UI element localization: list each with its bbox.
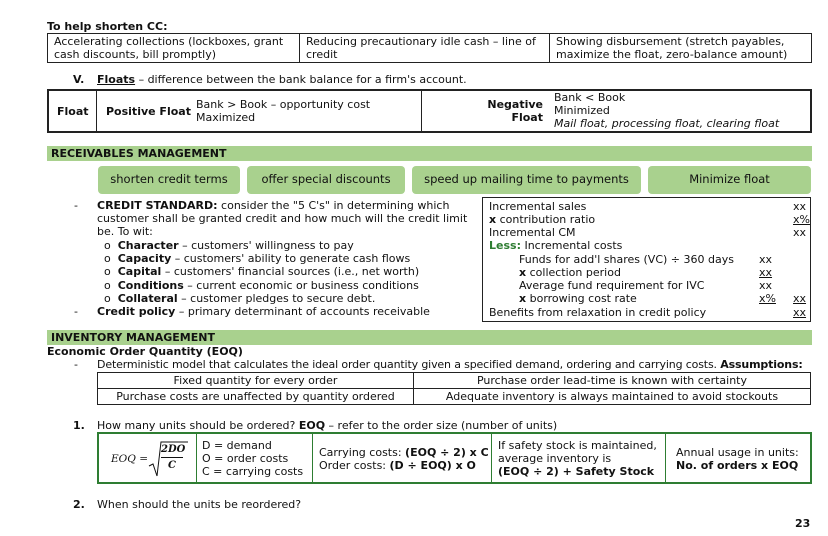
calc-row: x contribution ratio x%	[489, 213, 810, 226]
eoq-box	[97, 432, 812, 484]
negative-float-desc: Bank < Book Minimized Mail float, processing float, clearing float	[554, 91, 780, 130]
q2-number: 2.	[73, 498, 85, 511]
five-c-item: o Character – customers' willingness to pay	[104, 239, 354, 252]
pill-shorten-credit: shorten credit terms	[98, 166, 240, 194]
calc-row: x collection period xx	[519, 266, 773, 279]
credit-policy-calc-box	[482, 197, 811, 322]
calc-row: x borrowing cost rate x% xx	[519, 292, 807, 305]
page-number: 23	[795, 517, 811, 530]
float-label: Float	[57, 105, 89, 118]
credit-standard-text: CREDIT STANDARD: consider the "5 C's" in determining which customer shall be granted credit and how much will the credit limit be. To wit:	[97, 199, 468, 238]
dash: -	[74, 199, 78, 212]
positive-float-desc: Bank > Book – opportunity cost Maximized	[196, 98, 371, 124]
pill-speed-mailing: speed up mailing time to payments	[412, 166, 641, 194]
eoq-costs: Carrying costs: (EOQ ÷ 2) x C Order costs: (D ÷ EOQ) x O	[319, 446, 489, 472]
receivables-header: RECEIVABLES MANAGEMENT	[47, 146, 812, 161]
five-c-item: o Collateral – customer pledges to secure debt.	[104, 291, 376, 305]
annual-usage: Annual usage in units: No. of orders x EOQ	[676, 446, 799, 472]
calc-row: Benefits from relaxation in credit policy xx	[489, 306, 807, 319]
positive-float-label: Positive Float	[106, 105, 191, 118]
assumption-cell: Fixed quantity for every order	[98, 373, 414, 389]
calc-row: Incremental CM xx	[489, 226, 807, 239]
assumptions-table	[97, 372, 811, 405]
assumption-cell: Purchase costs are unaffected by quantity ordered	[98, 389, 414, 405]
q1-text: How many units should be ordered? EOQ – refer to the order size (number of units)	[97, 419, 558, 432]
eoq-description: Deterministic model that calculates the ideal order quantity given a specified demand, ordering and carrying costs. Assumptions:	[97, 358, 803, 371]
eoq-formula: EOQ = 2DO C	[99, 434, 196, 482]
floats-heading: Floats – difference between the bank balance for a firm's account.	[97, 73, 467, 86]
calc-row: Incremental sales xx	[489, 200, 807, 213]
safety-stock: If safety stock is maintained, average inventory is (EOQ ÷ 2) + Safety Stock	[498, 439, 657, 478]
calc-row: Average fund requirement for IVC xx	[519, 279, 773, 292]
five-c-item: o Conditions – current economic or business conditions	[104, 278, 419, 292]
credit-policy-text: Credit policy – primary determinant of accounts receivable	[97, 305, 430, 318]
shorten-cc-heading: To help shorten CC:	[47, 20, 168, 33]
shorten-cc-cell: Showing disbursement (stretch payables, maximize the float, zero-balance amount)	[550, 34, 812, 63]
floats-box	[47, 89, 812, 133]
dash: -	[74, 358, 78, 371]
shorten-cc-cell: Accelerating collections (lockboxes, grant cash discounts, bill promptly)	[48, 34, 300, 63]
shorten-cc-cell: Reducing precautionary idle cash – line of credit	[300, 34, 550, 63]
q1-number: 1.	[73, 419, 85, 432]
five-c-item: o Capital – customers' financial sources (i.e., net worth)	[104, 265, 420, 279]
pill-minimize-float: Minimize float	[648, 166, 811, 194]
assumption-cell: Adequate inventory is always maintained to avoid stockouts	[414, 389, 811, 405]
assumption-cell: Purchase order lead-time is known with certainty	[414, 373, 811, 389]
inventory-header: INVENTORY MANAGEMENT	[47, 330, 812, 345]
floats-number: V.	[73, 73, 85, 86]
pill-special-discounts: offer special discounts	[247, 166, 405, 194]
five-cs-list	[104, 239, 419, 305]
q2-text: When should the units be reordered?	[97, 498, 302, 511]
five-c-item: o Capacity – customers' ability to generate cash flows	[104, 252, 411, 266]
eoq-title: Economic Order Quantity (EOQ)	[47, 345, 243, 358]
eoq-variables: D = demand O = order costs C = carrying costs	[202, 439, 304, 478]
calc-row: Less: Incremental costs	[489, 239, 623, 252]
shorten-cc-table	[47, 33, 812, 63]
calc-row: Funds for add'l shares (VC) ÷ 360 days xx	[519, 253, 773, 266]
negative-float-label: Negative Float	[487, 98, 543, 124]
dash: -	[74, 305, 78, 318]
